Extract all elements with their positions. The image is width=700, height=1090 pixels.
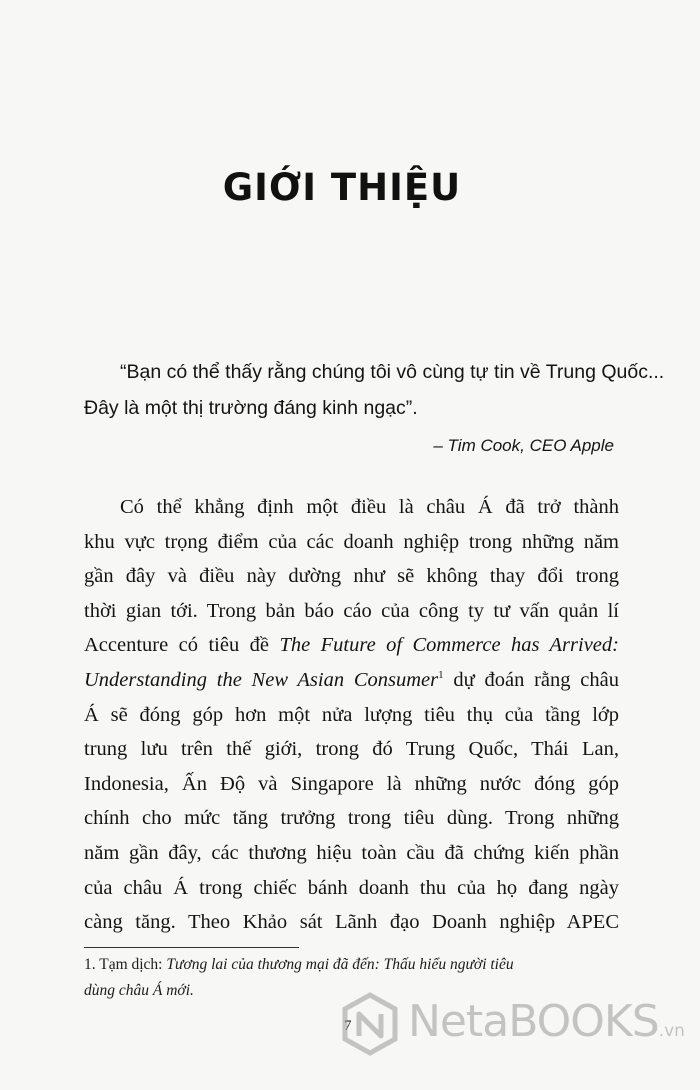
- watermark-suffix: .vn: [658, 1021, 685, 1041]
- footnote-line: [84, 952, 624, 978]
- body-line: [84, 628, 619, 663]
- epigraph-quote: [84, 354, 665, 426]
- epigraph-line-1: “Bạn có thể thấy rằng chúng tôi vô cùng tự tin về Trung Quốc...: [120, 361, 665, 383]
- body-line: [84, 663, 619, 698]
- body-line: khu vực trọng điểm của các doanh nghiệp trong những năm: [84, 530, 619, 553]
- footnote-italic: dùng châu Á mới.: [84, 982, 194, 999]
- epigraph-line-2: Đây là một thị trường đáng kinh ngạc”.: [84, 397, 418, 419]
- report-title-italic: Understanding the New Asian Consumer: [84, 668, 439, 691]
- body-text-segment: Accenture có tiêu đề: [84, 634, 280, 657]
- watermark-text: [408, 996, 685, 1047]
- body-paragraph: [84, 490, 619, 940]
- body-line: Có thể khẳng định một điều là châu Á đã trở thành: [120, 496, 619, 518]
- footnote-prefix: 1. Tạm dịch:: [84, 956, 167, 973]
- body-line: năm gần đây, các thương hiệu toàn cầu đã chứng kiến phần: [84, 841, 619, 864]
- chapter-title: GIỚI THIỆU: [222, 166, 462, 209]
- body-line: thời gian tới. Trong bản báo cáo của công ty tư vấn quản lí: [84, 599, 619, 622]
- footnote-reference[interactable]: 1: [438, 669, 444, 682]
- body-line: càng tăng. Theo Khảo sát Lãnh đạo Doanh nghiệp APEC: [84, 911, 619, 934]
- netabooks-logo-icon: [338, 992, 402, 1056]
- body-line: gần đây và điều này dường như sẽ không thay đổi trong: [84, 565, 619, 588]
- epigraph-attribution: – Tim Cook, CEO Apple: [433, 436, 614, 455]
- body-line: của châu Á trong chiếc bánh doanh thu của họ đang ngày: [84, 876, 619, 899]
- footnote-italic: Tương lai của thương mại đã đến: Thấu hiểu người tiêu: [166, 956, 514, 973]
- body-line: chính cho mức tăng trưởng trong tiêu dùng. Trong những: [84, 807, 619, 830]
- body-line: trung lưu trên thế giới, trong đó Trung Quốc, Thái Lan,: [84, 738, 619, 761]
- watermark: [338, 990, 698, 1060]
- body-line: Á sẽ đóng góp hơn một nửa lượng tiêu thụ của tầng lớp: [84, 703, 619, 726]
- body-line: Indonesia, Ấn Độ và Singapore là những nước đóng góp: [84, 772, 619, 795]
- footnote-divider: [84, 947, 299, 948]
- watermark-brand: NetaBOOKS: [408, 996, 659, 1047]
- report-title-italic: The Future of Commerce has Arrived:: [279, 634, 619, 657]
- page-number: 7: [344, 1018, 352, 1034]
- body-text-segment: dự đoán rằng châu: [443, 668, 619, 691]
